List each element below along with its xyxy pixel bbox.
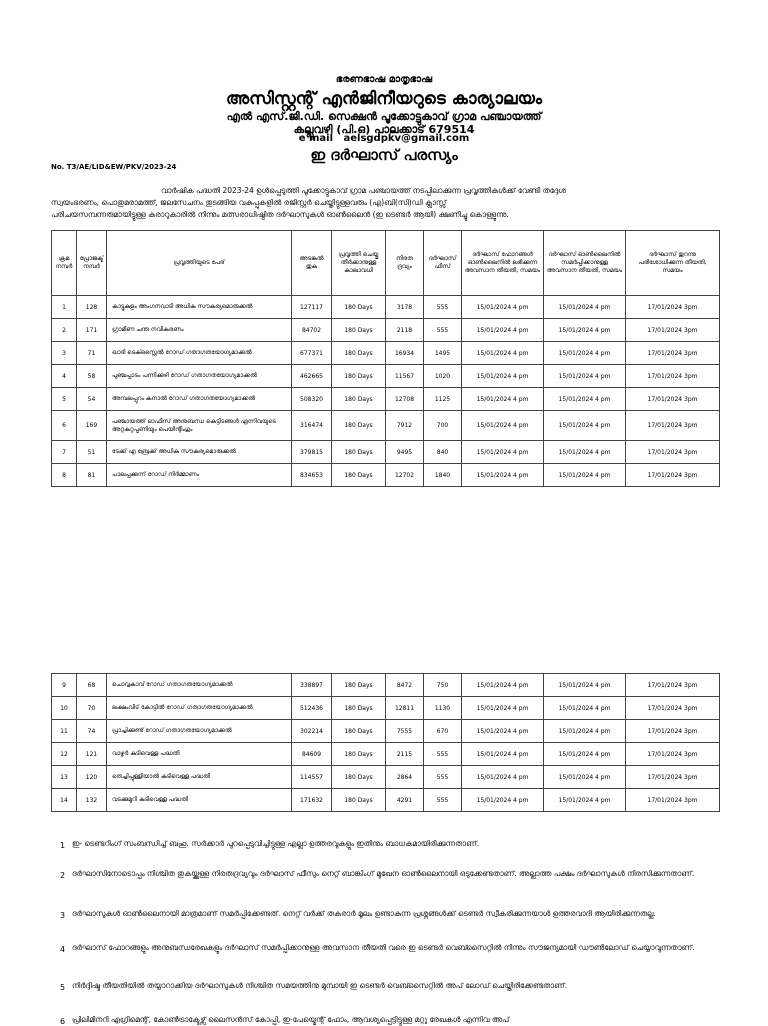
cell-open-date: 17/01/2024 3pm	[626, 674, 720, 697]
table-row	[52, 411, 720, 441]
works-table-page1	[51, 230, 720, 487]
office-title: അസിസ്റ്റന്റ് എൻജിനീയറുടെ കാര്യാലയം	[225, 89, 543, 109]
cell-submit-date: 15/01/2024 4 pm	[544, 296, 626, 319]
cell-serial: 6	[52, 411, 77, 441]
cell-serial: 13	[52, 766, 77, 789]
cell-emd: 12708	[386, 388, 424, 411]
cell-download-date: 15/01/2024 4 pm	[462, 296, 544, 319]
cell-fee: 555	[424, 789, 462, 812]
cell-fee: 700	[424, 411, 462, 441]
cell-estimate: 508320	[292, 388, 332, 411]
col-header-estimate: അടങ്കൽ തുക	[292, 231, 332, 296]
cell-project-no: 74	[77, 720, 107, 743]
cell-download-date: 15/01/2024 4 pm	[462, 411, 544, 441]
intro-line-3: പരിചയസമ്പന്നരുമായിട്ടുള്ള കരാറുകാരിൽ നിന്നും മത്സരാധിഷ്ഠിത ദർഘാസുകൾ ഓൺലൈൻ (ഇ ടെണ്ടർ ആയി) ക്ഷണിച്ചു കൊള്ളുന്നു.	[51, 210, 509, 219]
cell-work-name: പാലപ്പക്കുന്ന് റോഡ് നിർമ്മാണം	[107, 464, 292, 487]
cell-estimate: 114557	[292, 766, 332, 789]
cell-estimate: 302214	[292, 720, 332, 743]
cell-period: 180 Days	[332, 697, 386, 720]
cell-work-name: അമ്പലപ്പുറം കനാൽ റോഡ് ഗതാഗതയോഗ്യമാക്കൽ	[107, 388, 292, 411]
cell-fee: 555	[424, 319, 462, 342]
cell-fee: 1020	[424, 365, 462, 388]
table-row	[52, 697, 720, 720]
cell-estimate: 171632	[292, 789, 332, 812]
cell-work-name: പുഞ്ചപ്പാടം പന്നിക്കുഴി റോഡ് ഗതാഗതയോഗ്യമാക്കൽ	[107, 365, 292, 388]
cell-work-name: ടേക്ക് എ ബ്രേക്ക് അധിക സൗകര്യമൊരുക്കൽ	[107, 441, 292, 464]
cell-estimate: 338897	[292, 674, 332, 697]
cell-work-name: വാഴൂർ കുടിവെള്ള പദ്ധതി	[107, 743, 292, 766]
cell-serial: 2	[52, 319, 77, 342]
cell-project-no: 54	[77, 388, 107, 411]
cell-download-date: 15/01/2024 4 pm	[462, 766, 544, 789]
cell-estimate: 84702	[292, 319, 332, 342]
table-row	[52, 342, 720, 365]
cell-fee: 750	[424, 674, 462, 697]
cell-download-date: 15/01/2024 4 pm	[462, 342, 544, 365]
cell-fee: 1130	[424, 697, 462, 720]
section-name: എൽ എസ്.ജി.ഡി. സെക്ഷൻ പൂക്കോട്ടുകാവ് ഗ്രാമ പഞ്ചായത്ത്	[226, 110, 542, 123]
condition-number: 1	[60, 841, 66, 850]
cell-serial: 12	[52, 743, 77, 766]
condition-number: 3	[60, 911, 66, 920]
cell-download-date: 15/01/2024 4 pm	[462, 697, 544, 720]
cell-download-date: 15/01/2024 4 pm	[462, 464, 544, 487]
cell-download-date: 15/01/2024 4 pm	[462, 674, 544, 697]
cell-download-date: 15/01/2024 4 pm	[462, 789, 544, 812]
table-row	[52, 743, 720, 766]
cell-open-date: 17/01/2024 3pm	[626, 697, 720, 720]
cell-period: 180 Days	[332, 464, 386, 487]
cell-download-date: 15/01/2024 4 pm	[462, 388, 544, 411]
cell-fee: 670	[424, 720, 462, 743]
cell-work-name: പഞ്ചായത്ത് ഓഫീസ് അനുബന്ധ കെട്ടിടങ്ങൾ എന്നിവയുടെ അറ്റകുറ്റപ്പണിയും പെയിന്റിംഗും	[107, 411, 292, 441]
cell-emd: 12811	[386, 697, 424, 720]
intro-line-1: വാർഷിക പദ്ധതി 2023-24 ഉൾപ്പെടുത്തി പൂക്കോട്ടുകാവ് ഗ്രാമ പഞ്ചായത്ത്‌ നടപ്പിലാക്കുന്ന പ്രവൃത്തികൾക്ക് വേണ്ടി തദ്ദേശ	[161, 186, 566, 195]
cell-submit-date: 15/01/2024 4 pm	[544, 743, 626, 766]
cell-estimate: 512436	[292, 697, 332, 720]
cell-open-date: 17/01/2024 3pm	[626, 720, 720, 743]
works-table-page2	[51, 673, 720, 812]
cell-project-no: 171	[77, 319, 107, 342]
cell-period: 180 Days	[332, 388, 386, 411]
intro-line-2: സ്വയംഭരണം, പൊതുമരാമത്ത്, ജലസേചനം തുടങ്ങിയ വകുപ്പുകളിൽ രജിസ്റ്റർ ചെയ്തിട്ടുള്ളവരും (എ)ബി(സി)ഡി ക്ലാസ്സ്‌	[51, 198, 447, 207]
cell-open-date: 17/01/2024 3pm	[626, 766, 720, 789]
cell-serial: 3	[52, 342, 77, 365]
cell-fee: 555	[424, 743, 462, 766]
table-row	[52, 674, 720, 697]
cell-estimate: 316474	[292, 411, 332, 441]
cell-serial: 10	[52, 697, 77, 720]
cell-period: 180 Days	[332, 342, 386, 365]
cell-project-no: 71	[77, 342, 107, 365]
cell-serial: 1	[52, 296, 77, 319]
cell-period: 180 Days	[332, 411, 386, 441]
cell-work-name: തെച്ചിപ്പുള്ളിയാൽ കുടിവെള്ള പദ്ധതി	[107, 766, 292, 789]
cell-submit-date: 15/01/2024 4 pm	[544, 766, 626, 789]
office-address: കല്ലുവഴി (പി.ഒ) പാലക്കാട് 679514	[293, 123, 475, 136]
cell-estimate: 84609	[292, 743, 332, 766]
col-header-work-name: പ്രവൃത്തിയുടെ പേര്	[107, 231, 292, 296]
cell-open-date: 17/01/2024 3pm	[626, 743, 720, 766]
col-header-fee: ദർഘാസ് ഫീസ്	[424, 231, 462, 296]
cell-emd: 8472	[386, 674, 424, 697]
cell-serial: 8	[52, 464, 77, 487]
cell-open-date: 17/01/2024 3pm	[626, 789, 720, 812]
cell-emd: 7555	[386, 720, 424, 743]
cell-project-no: 120	[77, 766, 107, 789]
cell-download-date: 15/01/2024 4 pm	[462, 365, 544, 388]
cell-period: 180 Days	[332, 319, 386, 342]
table-row	[52, 319, 720, 342]
cell-project-no: 70	[77, 697, 107, 720]
table-row	[52, 365, 720, 388]
table-row	[52, 388, 720, 411]
table-row	[52, 464, 720, 487]
cell-fee: 1840	[424, 464, 462, 487]
cell-period: 180 Days	[332, 720, 386, 743]
cell-fee: 1495	[424, 342, 462, 365]
cell-serial: 4	[52, 365, 77, 388]
email-label: e mail	[298, 133, 334, 144]
intro-paragraph	[51, 185, 719, 221]
col-header-project-no: പ്രോജക്ട് നമ്പർ	[77, 231, 107, 296]
cell-emd: 9495	[386, 441, 424, 464]
col-header-download-date: ദർഘാസ് ഫോറങ്ങൾ ഓൺലൈനിൽ ലഭിക്കുന്ന അവസാന തീയതി, സമയം	[462, 231, 544, 296]
cell-fee: 840	[424, 441, 462, 464]
cell-fee: 555	[424, 296, 462, 319]
cell-emd: 11567	[386, 365, 424, 388]
reference-number: No. T3/AE/LID&EW/PKV/2023-24	[51, 163, 177, 171]
condition-text: ഇ- ടെണ്ടറിംഗ് സംബന്ധിച്ച് ബഹു. സർക്കാർ പുറപ്പെടുവിച്ചിട്ടുള്ള എല്ലാ ഉത്തരവുകളും ഇതിനും ബാധകമായിരിക്കുന്നതാണ്.	[72, 839, 480, 848]
cell-serial: 11	[52, 720, 77, 743]
condition-number: 6	[60, 1017, 66, 1026]
cell-period: 180 Days	[332, 789, 386, 812]
cell-emd: 4291	[386, 789, 424, 812]
cell-open-date: 17/01/2024 3pm	[626, 319, 720, 342]
cell-submit-date: 15/01/2024 4 pm	[544, 441, 626, 464]
cell-estimate: 127117	[292, 296, 332, 319]
cell-serial: 5	[52, 388, 77, 411]
cell-project-no: 128	[77, 296, 107, 319]
email-line	[0, 133, 768, 144]
cell-emd: 3178	[386, 296, 424, 319]
table-row	[52, 766, 720, 789]
table-row	[52, 720, 720, 743]
cell-submit-date: 15/01/2024 4 pm	[544, 464, 626, 487]
cell-emd: 7912	[386, 411, 424, 441]
cell-work-name: ഖാദി ടെക്സ്റ്റൈൽ റോഡ് ഗതാഗതയോഗ്യമാക്കൽ	[107, 342, 292, 365]
cell-submit-date: 15/01/2024 4 pm	[544, 411, 626, 441]
cell-period: 180 Days	[332, 766, 386, 789]
cell-open-date: 17/01/2024 3pm	[626, 441, 720, 464]
condition-text: നിർദ്ദിഷ്ട തീയതിയിൽ തയ്യാറാക്കിയ ദർഘാസുകൾ നിശ്ചിത സമയത്തിനു മുമ്പായി ഇ ടെണ്ടർ വെബ്സൈറ്റിൽ അപ് ലോഡ് ചെയ്തിരിക്കേണ്ടതാണ്.	[72, 981, 568, 990]
cell-download-date: 15/01/2024 4 pm	[462, 743, 544, 766]
cell-work-name: ചൊവ്വകാവ് റോഡ് ഗതാഗതയോഗ്യമാക്കൽ	[107, 674, 292, 697]
cell-download-date: 15/01/2024 4 pm	[462, 720, 544, 743]
cell-fee: 555	[424, 766, 462, 789]
cell-project-no: 81	[77, 464, 107, 487]
cell-project-no: 68	[77, 674, 107, 697]
cell-submit-date: 15/01/2024 4 pm	[544, 789, 626, 812]
cell-open-date: 17/01/2024 3pm	[626, 388, 720, 411]
cell-emd: 2115	[386, 743, 424, 766]
cell-period: 180 Days	[332, 743, 386, 766]
cell-emd: 2864	[386, 766, 424, 789]
cell-download-date: 15/01/2024 4 pm	[462, 319, 544, 342]
cell-submit-date: 15/01/2024 4 pm	[544, 697, 626, 720]
cell-work-name: ലക്ഷംവീട് കോട്ടിൽ റോഡ് ഗതാഗതയോഗ്യമാക്കൽ	[107, 697, 292, 720]
cell-project-no: 169	[77, 411, 107, 441]
cell-estimate: 462665	[292, 365, 332, 388]
condition-text: ദർഘാസ് ഫോറങ്ങളും അനുബന്ധരേഖകളും ദർഘാസ് സമർപ്പിക്കാനുള്ള അവസാന തീയതി വരെ ഇ ടെണ്ടർ വെബ്സൈറ്റിൽ നിന്നും സൗജന്യമായി ഡൗൺലോഡ് ചെയ്യാവുന്നതാണ്.	[72, 943, 695, 952]
cell-estimate: 379815	[292, 441, 332, 464]
cell-period: 180 Days	[332, 674, 386, 697]
cell-work-name: വടക്കുമുറി കുടിവെള്ള പദ്ധതി	[107, 789, 292, 812]
table-row	[52, 296, 720, 319]
cell-submit-date: 15/01/2024 4 pm	[544, 365, 626, 388]
notice-title: ഇ ദർഘാസ് പരസ്യം	[310, 146, 458, 164]
condition-text: പ്രിലിമിനറി എഗ്രിമെന്റ്, കോൺട്രാക്ടേഴ്സ് ലൈസൻസ് കോപ്പി, ഇ-പേയ്മെന്റ് ഫോം, ആവശ്യപ്പെട്ടിട്ടുള്ള മറ്റു രേഖകൾ എന്നിവ അപ്	[72, 1015, 510, 1024]
cell-submit-date: 15/01/2024 4 pm	[544, 319, 626, 342]
condition-number: 5	[60, 983, 66, 992]
cell-open-date: 17/01/2024 3pm	[626, 296, 720, 319]
cell-project-no: 58	[77, 365, 107, 388]
col-header-emd: നിരത ദ്രവ്യം	[386, 231, 424, 296]
table-row	[52, 441, 720, 464]
col-header-period: പ്രവൃത്തി ചെയ്തു തീർക്കാനുള്ള കാലാവധി	[332, 231, 386, 296]
cell-work-name: കാട്ടുകുളം അംഗനവാടി അധിക സൗകര്യമൊരുക്കൽ	[107, 296, 292, 319]
cell-submit-date: 15/01/2024 4 pm	[544, 342, 626, 365]
col-header-open-date: ദർഘാസ് തുറന്നു പരിശോധിക്കുന്ന തീയതി, സമയം	[626, 231, 720, 296]
cell-submit-date: 15/01/2024 4 pm	[544, 674, 626, 697]
table-header-row	[52, 231, 720, 296]
cell-emd: 2118	[386, 319, 424, 342]
cell-estimate: 677371	[292, 342, 332, 365]
header-language-motto: ഭരണഭാഷ മാതൃഭാഷ	[335, 74, 433, 85]
cell-work-name: ഗ്രാമീണ ചന്ത നവീകരണം	[107, 319, 292, 342]
cell-open-date: 17/01/2024 3pm	[626, 411, 720, 441]
cell-period: 180 Days	[332, 365, 386, 388]
cell-project-no: 51	[77, 441, 107, 464]
condition-number: 4	[60, 945, 66, 954]
cell-download-date: 15/01/2024 4 pm	[462, 441, 544, 464]
condition-text: ദർഘാസിനോടൊപ്പം നിശ്ചിത തുകയ്ക്കുള്ള നിരതദ്രവ്യവും ദർഘാസ് ഫീസും നെറ്റ് ബാങ്കിംഗ് മുഖേന ഓൺലൈനായി ഒടുക്കേണ്ടതാണ്. അല്ലാത്ത പക്ഷം ദർഘാസുകൾ നിരസിക്കുന്നതാണ്.	[72, 869, 695, 878]
condition-text: ദർഘാസുകൾ ഓൺലൈനായി മാത്രമാണ് സമർപ്പിക്കേണ്ടത്. നെറ്റ് വർക്ക് തകരാർ മൂലം ഉണ്ടാകുന്ന പ്രശ്നങ്ങൾക്ക് ടെണ്ടർ സ്വീകരിക്കുന്നയാൾ ഉത്തരവാദി ആയിരിക്കുന്നതല്ല.	[72, 909, 656, 918]
email-address: aelsgdpkv@gmail.com	[343, 133, 470, 144]
cell-serial: 14	[52, 789, 77, 812]
cell-emd: 12702	[386, 464, 424, 487]
cell-project-no: 132	[77, 789, 107, 812]
cell-submit-date: 15/01/2024 4 pm	[544, 388, 626, 411]
col-header-submit-date: ദർഘാസ് ഓൺലൈനിൽ സമർപ്പിക്കാനുള്ള അവസാന തീയതി, സമയം	[544, 231, 626, 296]
cell-fee: 1125	[424, 388, 462, 411]
table-row	[52, 789, 720, 812]
cell-estimate: 834653	[292, 464, 332, 487]
cell-project-no: 121	[77, 743, 107, 766]
cell-open-date: 17/01/2024 3pm	[626, 342, 720, 365]
cell-period: 180 Days	[332, 296, 386, 319]
cell-serial: 9	[52, 674, 77, 697]
cell-serial: 7	[52, 441, 77, 464]
cell-submit-date: 15/01/2024 4 pm	[544, 720, 626, 743]
cell-open-date: 17/01/2024 3pm	[626, 464, 720, 487]
cell-open-date: 17/01/2024 3pm	[626, 365, 720, 388]
condition-number: 2	[60, 871, 66, 880]
cell-period: 180 Days	[332, 441, 386, 464]
cell-emd: 16934	[386, 342, 424, 365]
cell-work-name: പ്രാച്ചിക്കുണ്ട് റോഡ് ഗതാഗതയോഗ്യമാക്കൽ	[107, 720, 292, 743]
col-header-serial: ക്രമ നമ്പർ	[52, 231, 77, 296]
